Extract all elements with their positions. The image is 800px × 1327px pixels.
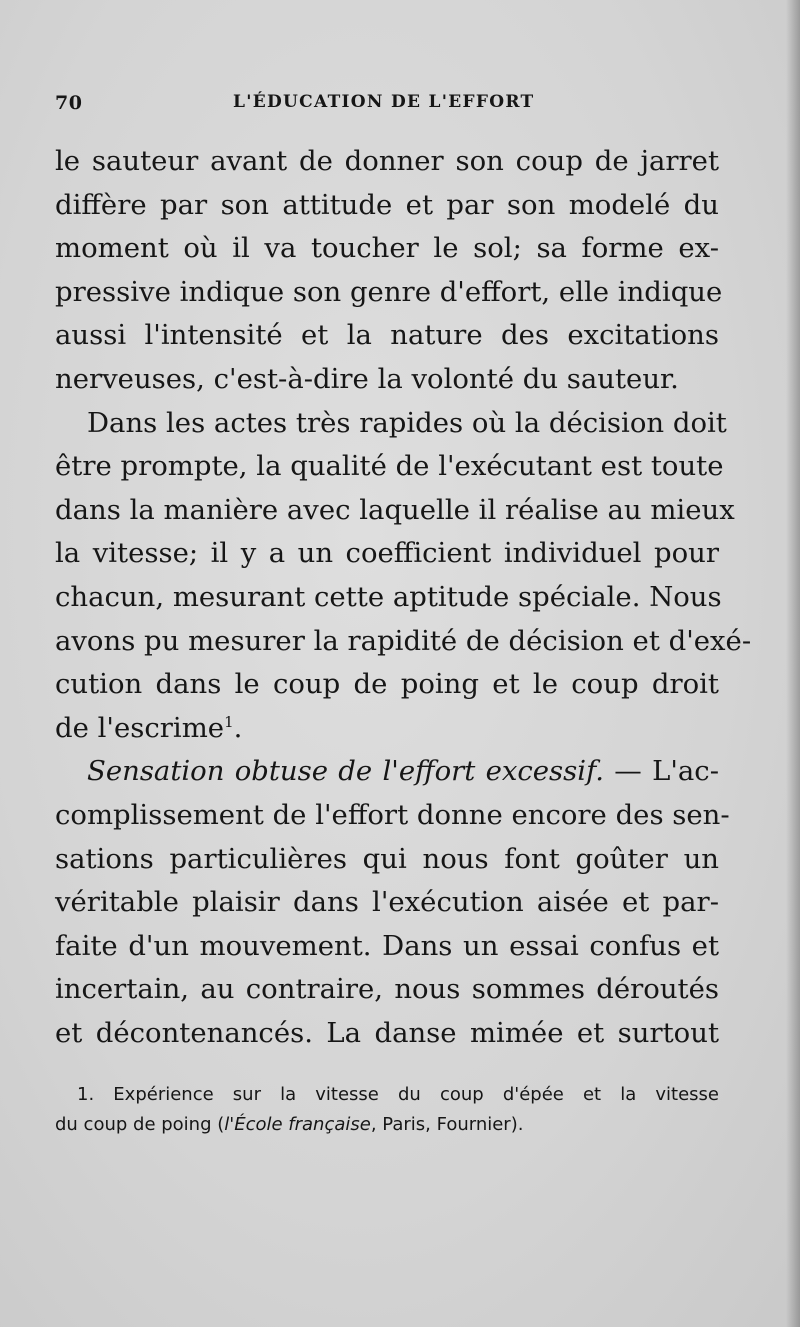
- text-line: complissement de l'effort donne encore des sen-: [55, 798, 730, 831]
- text-fragment: .: [233, 711, 243, 744]
- text-line: diffère par son attitude et par son modelé du: [55, 188, 719, 221]
- text-line: véritable plaisir dans l'exécution aisée et par-: [55, 886, 719, 919]
- text-line: et décontenancés. La danse mimée et surtout: [55, 1016, 719, 1049]
- text-line: chacun, mesurant cette aptitude spéciale. Nous: [55, 580, 722, 613]
- text-line: le sauteur avant de donner son coup de jarret: [55, 145, 719, 177]
- text-line: sations particulières qui nous font goûter un: [55, 842, 719, 875]
- footnote: [55, 1080, 719, 1140]
- footnote-reference: 1: [224, 712, 234, 731]
- text-line: [55, 707, 719, 751]
- text-fragment: — L'ac-: [604, 755, 719, 788]
- text-line: avons pu mesurer la rapidité de décision et d'exé-: [55, 624, 752, 657]
- section-heading: Sensation obtuse de l'effort excessif.: [87, 755, 605, 788]
- body-text: [55, 140, 752, 1055]
- footnote-line: [55, 1110, 719, 1140]
- text-line: incertain, au contraire, nous sommes déroutés: [55, 973, 719, 1006]
- text-line: moment où il va toucher le sol; sa forme ex-: [55, 232, 719, 265]
- footnote-line: 1. Expérience sur la vitesse du coup d'épée et la vitesse: [77, 1084, 719, 1105]
- paragraph-2: [55, 402, 752, 751]
- text-line: faite d'un mouvement. Dans un essai confus et: [55, 929, 719, 962]
- text-fragment: , Paris, Fournier).: [370, 1114, 524, 1135]
- text-line: aussi l'intensité et la nature des excitations: [55, 319, 719, 352]
- footnote-source-title: l'École française: [224, 1114, 371, 1135]
- text-fragment: du coup de poing (: [55, 1114, 225, 1135]
- text-line: pressive indique son genre d'effort, elle indique: [55, 275, 723, 308]
- text-line: Dans les actes très rapides où la décision doit: [87, 406, 727, 439]
- paragraph-1: [55, 140, 723, 402]
- text-line: la vitesse; il y a un coefficient individuel pour: [55, 537, 719, 570]
- text-line: cution dans le coup de poing et le coup droit: [55, 668, 719, 701]
- running-title: L'ÉDUCATION DE L'EFFORT: [233, 92, 535, 112]
- page-edge-shadow: [786, 0, 800, 1327]
- page-number: 70: [55, 92, 83, 114]
- text-fragment: de l'escrime: [55, 711, 225, 744]
- text-line: dans la manière avec laquelle il réalise au mieux: [55, 493, 735, 526]
- paragraph-3: [55, 750, 730, 1055]
- page-header: [55, 92, 715, 116]
- text-line: nerveuses, c'est-à-dire la volonté du sauteur.: [55, 362, 679, 395]
- text-line: être prompte, la qualité de l'exécutant est toute: [55, 450, 724, 483]
- text-line: [55, 750, 719, 794]
